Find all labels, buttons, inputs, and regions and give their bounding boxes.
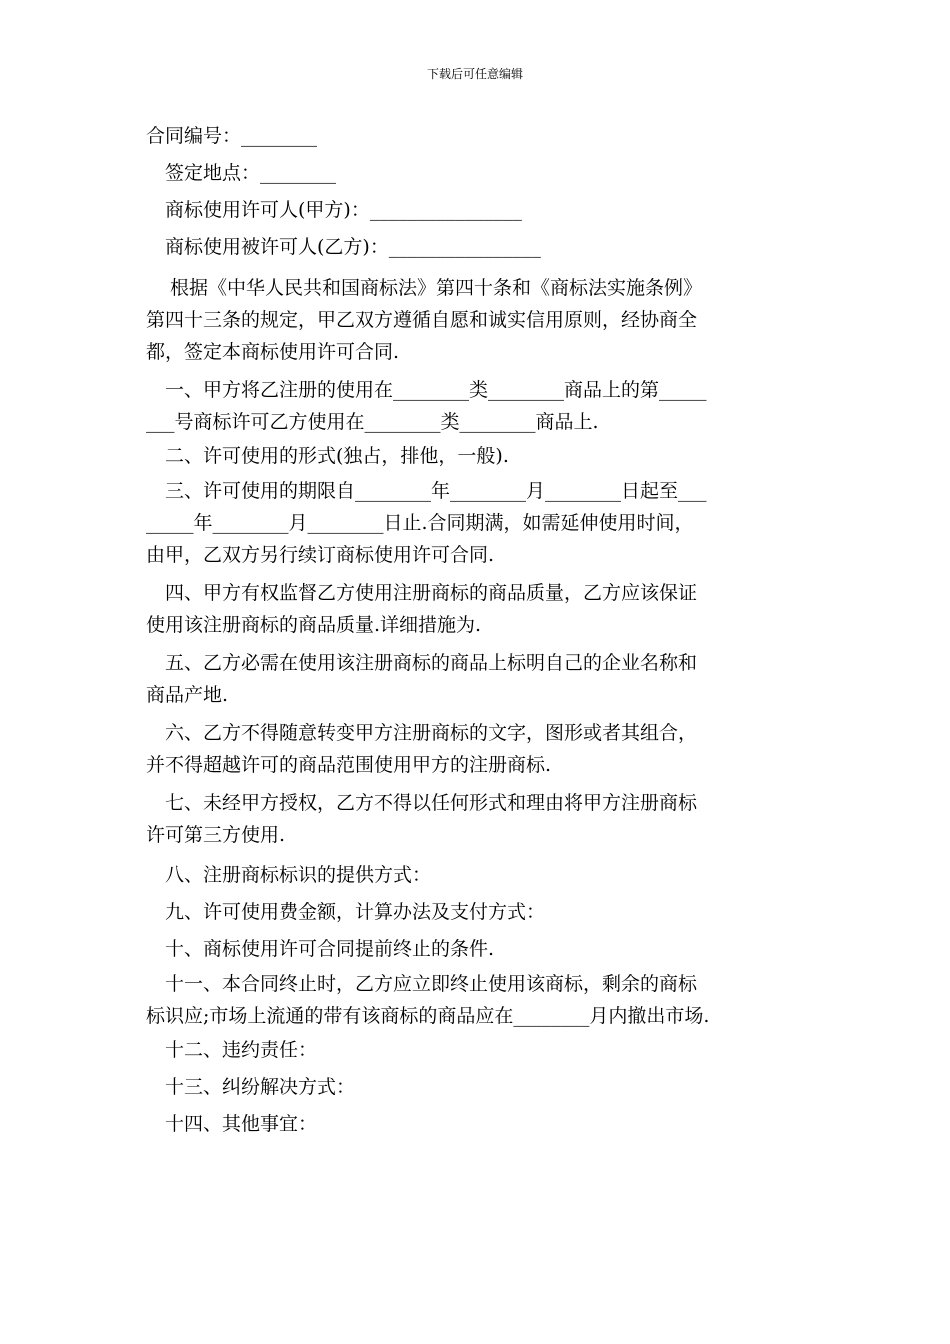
clause-3-line-1: 三、许可使用的期限自________年________月________日起至___ [165, 480, 707, 502]
clause-6-line-2: 并不得超越许可的商品范围使用甲方的注册商标. [146, 754, 552, 776]
clause-10: 十、商标使用许可合同提前终止的条件. [165, 938, 495, 960]
clause-11-line-2: 标识应;市场上流通的带有该商标的商品应在________月内撤出市场. [146, 1005, 710, 1027]
clause-13: 十三、纠纷解决方式： [165, 1076, 356, 1098]
clause-7-line-1: 七、未经甲方授权，乙方不得以任何形式和理由将甲方注册商标 [165, 792, 698, 814]
clause-8: 八、注册商标标识的提供方式： [165, 864, 432, 886]
contract-body [146, 118, 808, 1143]
clause-1-line-2: ___号商标许可乙方使用在________类________商品上. [146, 411, 599, 433]
clause-11-line-1: 十一、本合同终止时，乙方应立即终止使用该商标，剩余的商标 [165, 973, 698, 995]
clause-5-line-1: 五、乙方必需在使用该注册商标的商品上标明自己的企业名称和 [165, 652, 698, 674]
clause-4-line-2: 使用该注册商标的商品质量.详细措施为. [146, 614, 482, 636]
clause-9: 九、许可使用费金额，计算办法及支付方式： [165, 901, 546, 923]
clause-3-line-3: 由甲，乙双方另行续订商标使用许可合同. [146, 544, 495, 566]
licensee-line: 商标使用被许可人(乙方)：________________ [165, 236, 541, 258]
signing-place-line: 签定地点：________ [165, 162, 337, 184]
page-header: 下载后可任意编辑 [426, 67, 523, 81]
clause-2: 二、许可使用的形式(独占，排他，一般). [165, 445, 509, 467]
contract-number-line: 合同编号：________ [146, 125, 318, 147]
preamble-line-3: 都，签定本商标使用许可合同. [146, 341, 400, 363]
clause-5-line-2: 商品产地. [146, 684, 229, 706]
preamble-line-1: 根据《中华人民共和国商标法》第四十条和《商标法实施条例》 [170, 277, 703, 299]
clause-7-line-2: 许可第三方使用. [146, 824, 286, 846]
preamble-line-2: 第四十三条的规定，甲乙双方遵循自愿和诚实信用原则，经协商全 [146, 309, 698, 331]
clause-1-line-1: 一、甲方将乙注册的使用在________类________商品上的第_____ [165, 379, 707, 401]
clause-6-line-1: 六、乙方不得随意转变甲方注册商标的文字，图形或者其组合， [165, 722, 698, 744]
clause-3-line-2: _____年________月________日止.合同期满，如需延伸使用时间， [146, 512, 694, 534]
clause-12: 十二、违约责任： [165, 1039, 318, 1061]
clause-4-line-1: 四、甲方有权监督乙方使用注册商标的商品质量，乙方应该保证 [165, 582, 698, 604]
licensor-line: 商标使用许可人(甲方)：________________ [165, 199, 522, 221]
clause-14: 十四、其他事宜： [165, 1113, 318, 1135]
